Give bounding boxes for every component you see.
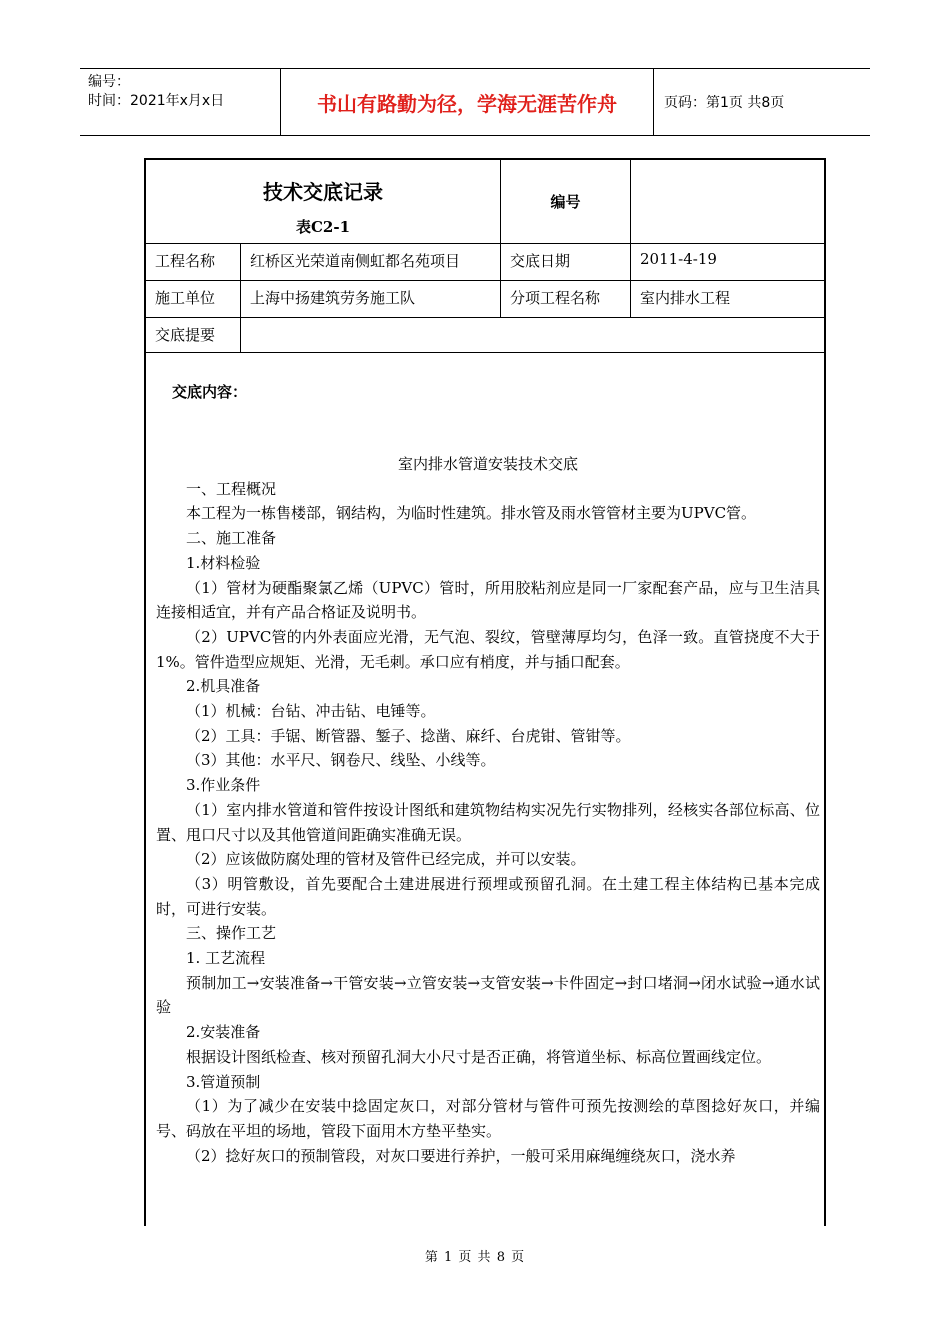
project-name-value: 红桥区光荣道南侧虹都名苑项目 [250, 252, 461, 270]
content-paragraph: （2）UPVC管的内外表面应光滑，无气泡、裂纹，管壁薄厚均匀，色泽一致。直管挠度不大于1%。管件造型应规矩、光滑，无毛刺。承口应有梢度，并与插口配套。 [156, 627, 820, 671]
project-name-label-cell [146, 244, 240, 280]
header-motto: 书山有路勤为径，学海无涯苦作舟 [280, 69, 654, 135]
contractor-value-cell [240, 281, 500, 317]
content-paragraph: 预制加工→安装准备→干管安装→立管安装→支管安装→卡件固定→封口堵洞→闭水试验→通水试验 [156, 973, 820, 1017]
content-paragraph: 1. 工艺流程 [186, 949, 266, 968]
subproject-value-cell [630, 281, 824, 317]
form-table-no: 表C2-1 [295, 218, 351, 236]
subproject-label-cell [500, 281, 630, 317]
number-label: 编号 [550, 193, 581, 211]
header-number-label: 编号： [88, 74, 130, 90]
project-row [146, 244, 824, 281]
content-paragraph: （2）工具：手锯、断管器、錾子、捻凿、麻纤、台虎钳、管钳等。 [186, 726, 631, 745]
date-value-cell [630, 244, 824, 280]
content-paragraph: 一、工程概况 [186, 479, 277, 498]
content-paragraph: （1）机械：台钻、冲击钻、电锤等。 [186, 702, 436, 721]
page-footer: 第 1 页 共 8 页 [424, 1250, 526, 1265]
content-label-text: 交底内容： [172, 383, 248, 401]
number-label-cell [500, 160, 630, 243]
content-paragraph: 3.作业条件 [186, 776, 261, 795]
content-paragraph: 二、施工准备 [186, 529, 277, 548]
number-value-cell [630, 160, 824, 243]
summary-value-cell [240, 318, 824, 352]
disclosure-content [156, 452, 820, 1168]
header-time-label: 时间：2021年x月x日 [88, 93, 225, 109]
project-name-value-cell [240, 244, 500, 280]
date-label-cell [500, 244, 630, 280]
contractor-value: 上海中扬建筑劳务施工队 [250, 289, 416, 307]
form-title-row [146, 160, 824, 244]
header-page-info: 页码：第1页 共8页 [664, 95, 785, 111]
header-meta [80, 69, 280, 135]
content-paragraph: 三、操作工艺 [186, 924, 277, 943]
content-paragraph: 根据设计图纸检查、核对预留孔洞大小尺寸是否正确，将管道坐标、标高位置画线定位。 [186, 1047, 772, 1066]
date-value: 2011-4-19 [640, 250, 717, 268]
form-title: 技术交底记录 [263, 180, 383, 204]
subproject-label: 分项工程名称 [510, 289, 601, 307]
summary-row [146, 318, 824, 353]
content-paragraph: （3）其他：水平尺、钢卷尺、线坠、小线等。 [186, 751, 496, 770]
summary-label: 交底提要 [155, 326, 216, 344]
content-paragraph: （1）管材为硬酯聚氯乙烯（UPVC）管时，所用胶粘剂应是同一厂家配套产品，应与卫生洁具连接相适宜，并有产品合格证及说明书。 [156, 578, 820, 622]
content-paragraph: （1）为了减少在安装中捻固定灰口，对部分管材与管件可预先按测绘的草图捻好灰口，并编号、码放在平坦的场地，管段下面用木方垫平垫实。 [156, 1097, 820, 1140]
page-header [80, 68, 870, 136]
content-doc-title: 室内排水管道安装技术交底 [397, 455, 578, 473]
content-paragraph: 2.机具准备 [186, 677, 261, 696]
content-label [156, 381, 247, 402]
content-paragraph: 本工程为一栋售楼部，钢结构，为临时性建筑。排水管及雨水管管材主要为UPVC管。 [186, 504, 757, 523]
contractor-label-cell [146, 281, 240, 317]
contractor-label: 施工单位 [155, 289, 216, 307]
subproject-value: 室内排水工程 [640, 289, 731, 307]
content-paragraph: （3）明管敷设，首先要配合土建进展进行预埋或预留孔洞。在土建工程主体结构已基本完成时，可进行安装。 [156, 874, 820, 918]
content-paragraph: （2）捻好灰口的预制管段，对灰口要进行养护，一般可采用麻绳缠绕灰口，浇水养 [186, 1146, 736, 1165]
summary-label-cell [146, 318, 240, 352]
content-paragraph: （2）应该做防腐处理的管材及管件已经完成，并可以安装。 [186, 850, 586, 869]
content-paragraph: 1.材料检验 [186, 553, 261, 572]
content-paragraph: 2.安装准备 [186, 1023, 261, 1042]
disclosure-form [144, 158, 826, 1226]
content-paragraph: 3.管道预制 [186, 1072, 261, 1091]
project-name-label: 工程名称 [155, 252, 216, 270]
contractor-row [146, 281, 824, 318]
content-paragraph: （1）室内排水管道和管件按设计图纸和建筑物结构实况先行实物排列，经核实各部位标高、位置、甩口尺寸以及其他管道间距确实准确无误。 [156, 800, 820, 844]
date-label: 交底日期 [510, 252, 571, 270]
